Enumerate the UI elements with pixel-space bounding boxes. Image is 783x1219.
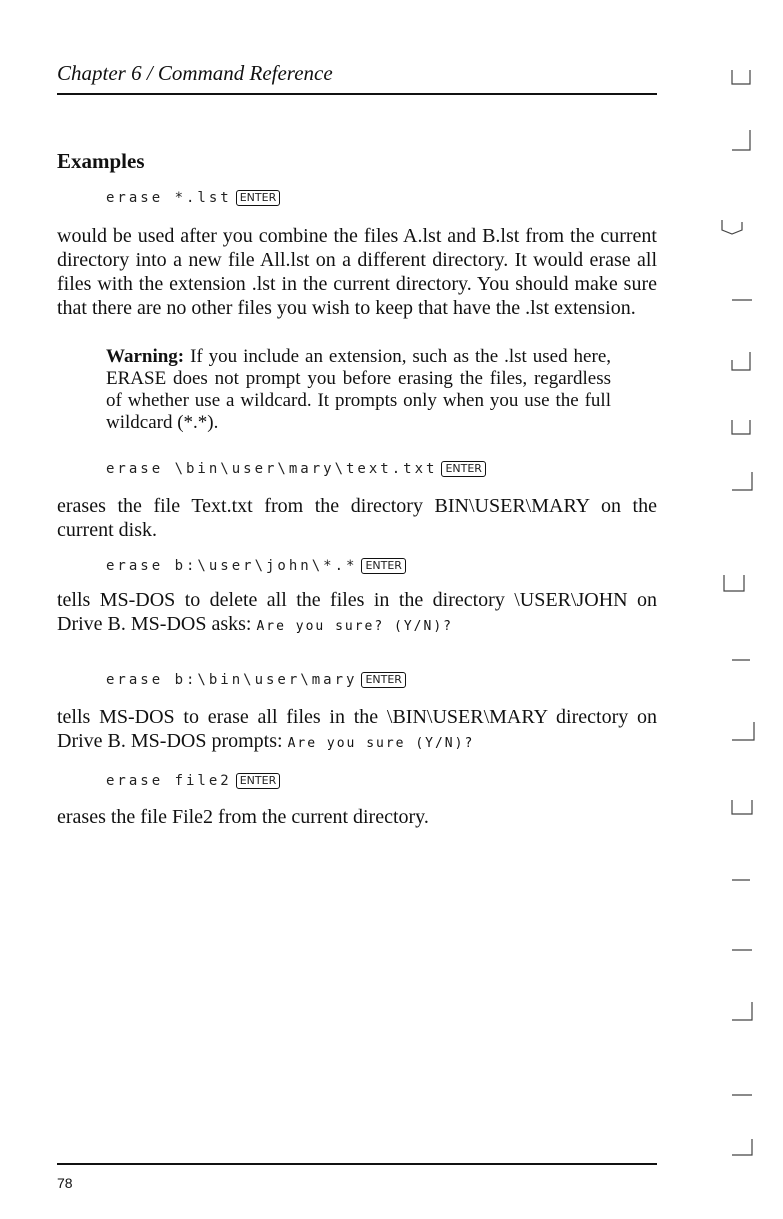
example-description-2: erases the file Text.txt from the directory BIN\USER\MARY on the current disk. bbox=[57, 495, 657, 541]
section-heading: Examples bbox=[57, 149, 145, 173]
description-text: tells MS-DOS to delete all the files in the directory \USER\JOHN on Drive B. MS-DOS asks: bbox=[57, 589, 657, 635]
enter-key-icon: ENTER bbox=[236, 190, 281, 206]
command-text: erase b:\user\john\*.* bbox=[106, 558, 358, 574]
footer-rule bbox=[57, 1163, 657, 1165]
example-description-1: would be used after you combine the files A.lst and B.lst from the current directory into a new file All.lst on a different directory. It would erase all files with the extension .lst in the current directory. You should make sure that there are no other files you wish to keep that have the .lst extension. bbox=[57, 225, 657, 319]
enter-key-icon: ENTER bbox=[441, 461, 486, 477]
command-text: erase b:\bin\user\mary bbox=[106, 672, 358, 688]
example-description-4 bbox=[57, 705, 657, 756]
command-text: erase \bin\user\mary\text.txt bbox=[106, 461, 438, 477]
enter-key-icon: ENTER bbox=[361, 672, 406, 688]
example-command-4 bbox=[106, 670, 406, 690]
enter-key-icon: ENTER bbox=[361, 558, 406, 574]
example-command-2 bbox=[106, 459, 486, 479]
warning-text: If you include an extension, such as the .lst used here, ERASE does not prompt you before erasing the files, regardless of whether use a wildcard. It prompts only when you use the full wildcard (*.*). bbox=[106, 346, 611, 433]
prompt-text: Are you sure? (Y/N)? bbox=[256, 619, 453, 634]
header-rule bbox=[57, 93, 657, 95]
command-text: erase *.lst bbox=[106, 190, 232, 206]
command-text: erase file2 bbox=[106, 773, 232, 789]
example-description-5: erases the file File2 from the current directory. bbox=[57, 806, 429, 828]
enter-key-icon: ENTER bbox=[236, 773, 281, 789]
page-number: 78 bbox=[57, 1175, 73, 1191]
binding-marks bbox=[716, 60, 756, 1180]
example-command-3 bbox=[106, 556, 406, 576]
example-command-1 bbox=[106, 188, 280, 208]
description-text: tells MS-DOS to erase all files in the \BIN\USER\MARY directory on Drive B. MS-DOS prompts: bbox=[57, 706, 657, 752]
warning-label: Warning: bbox=[106, 346, 185, 367]
page-header-title: Chapter 6 / Command Reference bbox=[57, 61, 333, 85]
example-description-3 bbox=[57, 588, 657, 639]
warning-note bbox=[106, 346, 611, 434]
prompt-text: Are you sure (Y/N)? bbox=[287, 736, 475, 751]
example-command-5 bbox=[106, 771, 280, 791]
